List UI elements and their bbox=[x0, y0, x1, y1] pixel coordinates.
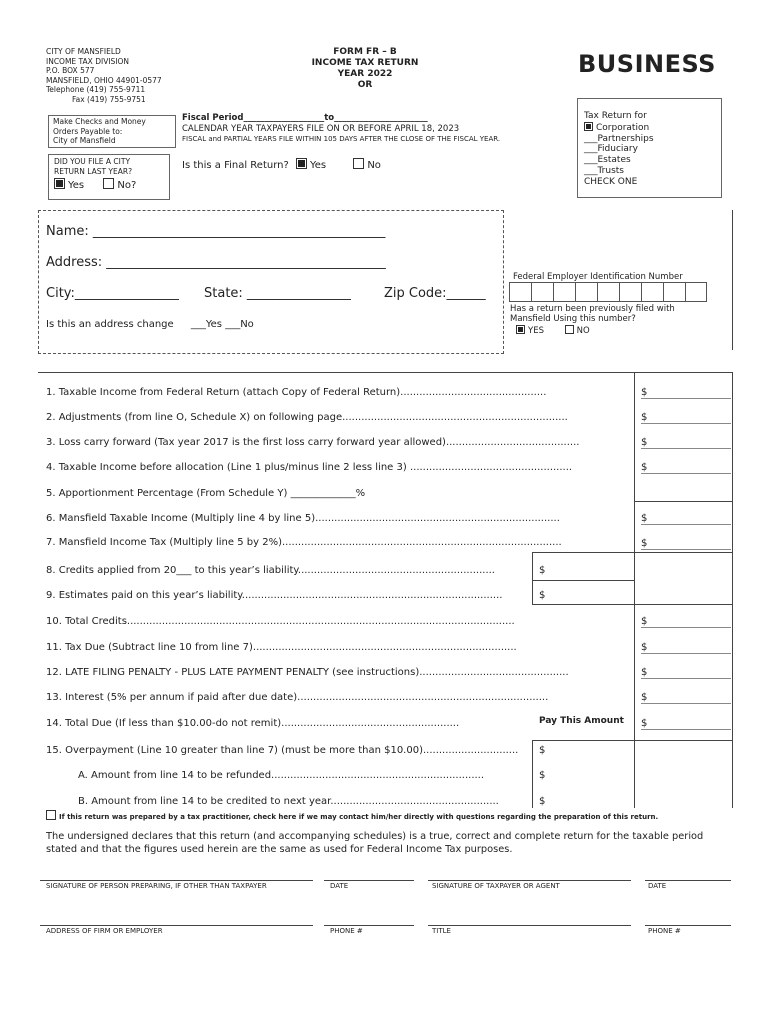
form-number: FORM FR – B bbox=[333, 47, 397, 57]
city-address-block bbox=[46, 47, 162, 104]
fax: Fax (419) 755-9751 bbox=[72, 94, 146, 104]
estates-option[interactable]: ___Estates bbox=[584, 155, 631, 166]
address-change-question bbox=[46, 318, 254, 331]
previously-filed-yes-label: YES bbox=[528, 326, 544, 336]
city-return-line-2: RETURN LAST YEAR? bbox=[54, 166, 133, 176]
right-divider-top bbox=[732, 210, 733, 350]
corporation-label: Corporation bbox=[596, 122, 650, 133]
final-return-no-checkbox[interactable] bbox=[353, 158, 364, 169]
line-11-amount[interactable]: $ bbox=[641, 642, 648, 653]
amount-row-5-divider bbox=[634, 501, 732, 502]
line-8-amount[interactable]: $ bbox=[539, 565, 546, 576]
form-title bbox=[290, 47, 440, 91]
line-3-amount[interactable]: $ bbox=[641, 437, 648, 448]
previously-filed-line-2: Mansfield Using this number? bbox=[510, 314, 636, 324]
line-10-amount[interactable]: $ bbox=[641, 616, 648, 627]
checks-line-1: Make Checks and Money bbox=[53, 117, 146, 126]
line-9-amount[interactable]: $ bbox=[539, 590, 546, 601]
line-10: 10. Total Credits.......................................................................................................................... bbox=[46, 616, 515, 627]
date2-line bbox=[645, 880, 731, 881]
practitioner-row bbox=[46, 810, 658, 821]
line-7-amount[interactable]: $ bbox=[641, 538, 648, 549]
title-label: TITLE bbox=[432, 927, 451, 935]
address-change-options[interactable]: ___Yes ___No bbox=[190, 319, 254, 330]
fiscal-period[interactable]: Fiscal Period___________________to______________________ bbox=[182, 113, 428, 123]
line-15b-amount[interactable]: $ bbox=[539, 796, 546, 807]
city-return-line-1: DID YOU FILE A CITY bbox=[54, 157, 131, 166]
form-subtitle: INCOME TAX RETURN bbox=[311, 58, 419, 68]
practitioner-text: If this return was prepared by a tax practitioner, check here if we may contact him/her directly with questions regarding the preparation of this return. bbox=[59, 813, 659, 821]
address-change-label: Is this an address change bbox=[46, 319, 174, 330]
po-box: P.O. BOX 577 bbox=[46, 66, 95, 75]
line-15a-amount[interactable]: $ bbox=[539, 770, 546, 781]
credits-bottom-border bbox=[532, 604, 634, 605]
tax-return-for-title: Tax Return for bbox=[584, 111, 647, 121]
fein-boxes[interactable] bbox=[509, 282, 707, 302]
checks-line-3: City of Mansfield bbox=[53, 136, 116, 145]
previously-filed-yes-checkbox[interactable] bbox=[516, 325, 525, 334]
line-14-amount[interactable]: $ bbox=[641, 718, 648, 729]
state-field[interactable]: State: ________________ bbox=[204, 286, 351, 301]
final-return-label: Is this a Final Return? bbox=[182, 160, 289, 171]
credits-top-border bbox=[532, 552, 634, 553]
line-11-rule bbox=[641, 653, 731, 654]
line-15b: B. Amount from line 14 to be credited to next year..................................................... bbox=[78, 796, 499, 807]
fiscal-year-note: FISCAL and PARTIAL YEARS FILE WITHIN 105 DAYS AFTER THE CLOSE OF THE FISCAL YEAR. bbox=[182, 135, 501, 143]
previously-filed-line-1: Has a return been previously filed with bbox=[510, 304, 675, 314]
line-12-amount[interactable]: $ bbox=[641, 667, 648, 678]
line-8[interactable]: 8. Credits applied from 20___ to this year’s liability.............................................................. bbox=[46, 565, 495, 576]
line-15a: A. Amount from line 14 to be refunded................................................................... bbox=[78, 770, 485, 781]
calendar-year-note: CALENDAR YEAR TAXPAYERS FILE ON OR BEFORE APRIL 18, 2023 bbox=[182, 124, 460, 134]
line-2-amount[interactable]: $ bbox=[641, 412, 648, 423]
city-return-yes-label: Yes bbox=[68, 180, 85, 191]
division-name: INCOME TAX DIVISION bbox=[46, 56, 130, 66]
check-one-label: CHECK ONE bbox=[584, 176, 638, 187]
amount-col-row9-border bbox=[634, 604, 732, 605]
line-3: 3. Loss carry forward (Tax year 2017 is the first loss carry forward year allowed).......................................... bbox=[46, 437, 580, 448]
final-return-no-label: No bbox=[367, 160, 381, 171]
business-title: BUSINESS bbox=[578, 50, 716, 78]
pay-this-amount-label: Pay This Amount bbox=[539, 716, 624, 726]
line-4-amount[interactable]: $ bbox=[641, 462, 648, 473]
line-4-rule bbox=[641, 473, 731, 474]
line-14-rule bbox=[641, 729, 731, 730]
phone1-label: PHONE # bbox=[330, 927, 363, 935]
corporation-checkbox[interactable] bbox=[584, 122, 593, 131]
final-return-yes-label: Yes bbox=[309, 160, 327, 171]
line-15: 15. Overpayment (Line 10 greater than line 7) (must be more than $10.00).............................. bbox=[46, 745, 519, 756]
zip-field[interactable]: Zip Code:______ bbox=[384, 286, 486, 301]
city-return-box bbox=[48, 154, 170, 200]
amount-col-row7-border bbox=[634, 552, 732, 553]
line-4: 4. Taxable Income before allocation (Line 1 plus/minus line 2 less line 3) ................................................... bbox=[46, 462, 573, 473]
line-9: 9. Estimates paid on this year’s liability.................................................................................. bbox=[46, 590, 503, 601]
declaration-text: The undersigned declares that this return (and accompanying schedules) is a true, correct and complete return for the taxable period stated and that the figures used herein are the same as used for Federal Income Tax purposes. bbox=[46, 831, 704, 855]
date2-label: DATE bbox=[648, 882, 667, 890]
taxpayer-signature-label: SIGNATURE OF TAXPAYER OR AGENT bbox=[432, 882, 560, 890]
line-13-rule bbox=[641, 703, 731, 704]
city-state-zip: MANSFIELD, OHIO 44901-0577 bbox=[46, 75, 162, 85]
credits-column-divider bbox=[532, 552, 533, 604]
firm-address-line bbox=[40, 925, 313, 926]
phone2-line bbox=[645, 925, 731, 926]
partnerships-option[interactable]: ___Partnerships bbox=[584, 133, 654, 144]
amount-column-divider bbox=[634, 372, 635, 808]
line-1-amount[interactable]: $ bbox=[641, 387, 648, 398]
line-15-amount[interactable]: $ bbox=[539, 745, 546, 756]
amount-col-row14-border bbox=[634, 740, 732, 741]
line-10-rule bbox=[641, 627, 731, 628]
city-return-yes-checkbox[interactable] bbox=[54, 178, 65, 189]
city-name: CITY OF MANSFIELD bbox=[46, 47, 121, 56]
line-3-rule bbox=[641, 448, 731, 449]
previously-filed-options bbox=[516, 325, 590, 337]
checks-line-2: Orders Payable to: bbox=[53, 126, 123, 136]
line-13: 13. Interest (5% per annum if paid after due date)............................................................................... bbox=[46, 692, 549, 703]
credits-mid-border bbox=[532, 580, 634, 581]
overpayment-top-border bbox=[532, 740, 634, 741]
title-line bbox=[428, 925, 631, 926]
preparer-signature-label: SIGNATURE OF PERSON PREPARING, IF OTHER THAN TAXPAYER bbox=[46, 882, 267, 890]
form-or: OR bbox=[357, 80, 373, 90]
name-field[interactable]: Name: _____________________________________________ bbox=[46, 224, 386, 239]
tax-return-for-box bbox=[577, 98, 722, 198]
line-2-rule bbox=[641, 423, 731, 424]
line-1-rule bbox=[641, 398, 731, 399]
practitioner-checkbox[interactable] bbox=[46, 810, 56, 820]
firm-address-label: ADDRESS OF FIRM OR EMPLOYER bbox=[46, 927, 163, 935]
table-right-border bbox=[732, 372, 733, 808]
form-year: YEAR 2022 bbox=[337, 69, 393, 79]
city-field[interactable]: City:________________ bbox=[46, 286, 179, 301]
city-return-no-checkbox[interactable] bbox=[103, 178, 114, 189]
line-12-rule bbox=[641, 678, 731, 679]
address-field[interactable]: Address: ___________________________________________ bbox=[46, 255, 386, 270]
trusts-option[interactable]: ___Trusts bbox=[584, 165, 624, 176]
line-2: 2. Adjustments (from line O, Schedule X) on following page....................................................................... bbox=[46, 412, 568, 423]
line-5[interactable]: 5. Apportionment Percentage (From Schedule Y) _____________% bbox=[46, 488, 366, 499]
previously-filed-no-checkbox[interactable] bbox=[565, 325, 574, 334]
line-7-rule bbox=[641, 549, 731, 550]
line-6-amount[interactable]: $ bbox=[641, 513, 648, 524]
line-14: 14. Total Due (If less than $10.00-do not remit)........................................................ bbox=[46, 718, 460, 729]
line-6: 6. Mansfield Taxable Income (Multiply line 4 by line 5)............................................................................. bbox=[46, 513, 560, 524]
previously-filed-no-label: NO bbox=[576, 326, 590, 336]
checks-payable-box bbox=[48, 115, 176, 148]
preparer-signature-line bbox=[40, 880, 313, 881]
line-1: 1. Taxable Income from Federal Return (attach Copy of Federal Return).............................................. bbox=[46, 387, 547, 398]
date1-label: DATE bbox=[330, 882, 349, 890]
date1-line bbox=[324, 880, 414, 881]
line-13-amount[interactable]: $ bbox=[641, 692, 648, 703]
line-6-rule bbox=[641, 524, 731, 525]
fein-label: Federal Employer Identification Number bbox=[513, 272, 683, 282]
final-return-question bbox=[182, 158, 381, 172]
table-top-border bbox=[38, 372, 732, 373]
city-return-no-label: No? bbox=[117, 180, 137, 191]
line-7: 7. Mansfield Income Tax (Multiply line 5 by 2%)........................................................................................ bbox=[46, 537, 562, 548]
taxpayer-signature-line bbox=[428, 880, 631, 881]
final-return-yes-checkbox[interactable] bbox=[296, 158, 307, 169]
line-12: 12. LATE FILING PENALTY - PLUS LATE PAYMENT PENALTY (see instructions)............................................... bbox=[46, 667, 569, 678]
line-11: 11. Tax Due (Subtract line 10 from line 7)................................................................................... bbox=[46, 642, 517, 653]
telephone: Telephone (419) 755-9711 bbox=[46, 85, 146, 94]
fiduciary-option[interactable]: ___Fiduciary bbox=[584, 144, 638, 155]
phone2-label: PHONE # bbox=[648, 927, 681, 935]
phone1-line bbox=[324, 925, 414, 926]
overpayment-column-divider bbox=[532, 740, 533, 808]
